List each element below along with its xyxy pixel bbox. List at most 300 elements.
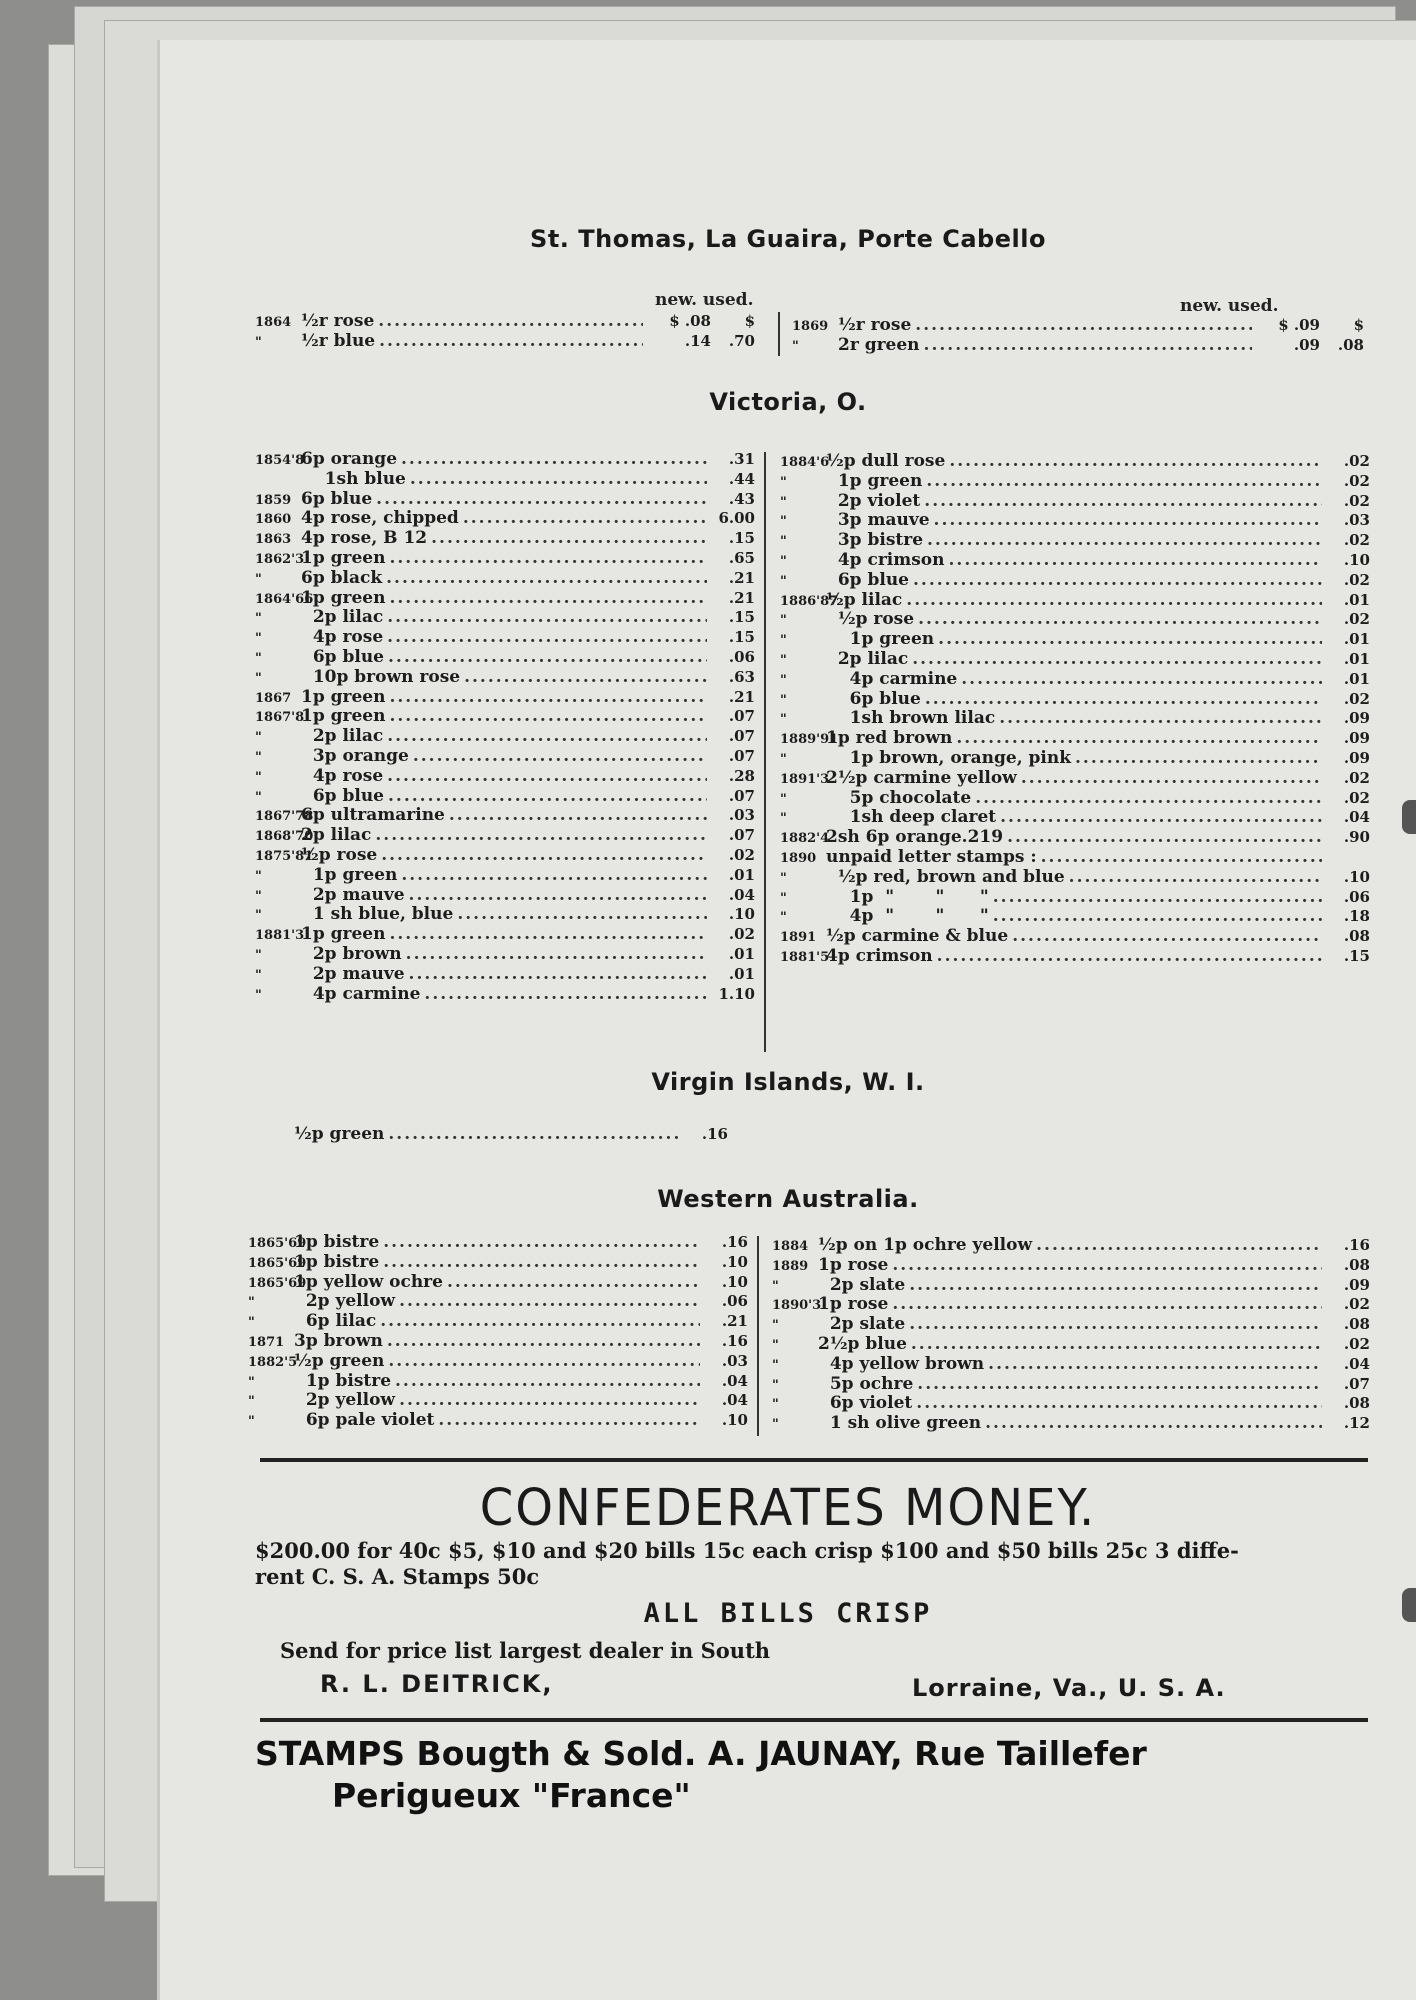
price-row xyxy=(780,591,1370,611)
price-row xyxy=(780,452,1370,472)
issue-year: " xyxy=(780,791,787,807)
price-row xyxy=(248,1125,728,1145)
column-divider xyxy=(764,452,766,1052)
leader-dots xyxy=(1007,828,1322,848)
issue-year: 1860 xyxy=(255,512,292,528)
issue-year: 1854'8 xyxy=(255,453,305,468)
price-row xyxy=(780,868,1370,888)
issue-year: 1882'5 xyxy=(248,1354,298,1370)
leader-dots xyxy=(389,589,707,609)
price-value: .07 xyxy=(728,826,755,845)
stamp-description: 4p rose xyxy=(301,627,384,648)
price-value: .02 xyxy=(1343,531,1370,550)
column-divider xyxy=(778,312,780,356)
stamp-description: 6p pale violet xyxy=(294,1410,435,1431)
stamp-description: 2p lilac xyxy=(301,825,372,846)
leader-dots xyxy=(925,690,1322,710)
leader-dots xyxy=(927,531,1322,551)
section-title-virgin-islands: Virgin Islands, W. I. xyxy=(651,1068,925,1096)
binder-tab xyxy=(1402,1588,1416,1622)
issue-year: " xyxy=(255,334,262,350)
stamp-description: 1 sh olive green xyxy=(818,1413,982,1434)
issue-year: 1869 xyxy=(792,319,829,334)
price-value: .08 xyxy=(1343,1394,1370,1413)
stamp-description: 2p mauve xyxy=(301,884,405,905)
stamp-description: 1p rose xyxy=(818,1254,889,1275)
stamp-description: 3p bistre xyxy=(826,530,924,551)
stamp-description: 6p lilac xyxy=(294,1311,377,1332)
leader-dots xyxy=(988,1355,1322,1375)
price-row xyxy=(780,630,1370,650)
price-value: .10 xyxy=(728,905,755,924)
stamp-description: ½p red, brown and blue xyxy=(826,866,1065,887)
issue-year: 1864'66 xyxy=(255,591,314,607)
price-value: .02 xyxy=(1343,610,1370,629)
stamp-description: 1p green xyxy=(826,470,923,491)
ad-jaunay-line-2: Perigueux "France" xyxy=(332,1776,691,1815)
price-value: .04 xyxy=(721,1371,748,1390)
stamp-description: ½p lilac xyxy=(826,589,903,610)
price-value: .09 xyxy=(1343,1275,1370,1294)
leader-dots xyxy=(1021,769,1322,789)
leader-dots xyxy=(993,907,1322,927)
issue-year: 1881'5 xyxy=(780,949,830,965)
price-row xyxy=(780,709,1370,729)
ad-title-confederates-money: CONFEDERATES MONEY. xyxy=(479,1478,1097,1538)
price-value: .02 xyxy=(1343,1295,1370,1314)
section-title-victoria: Victoria, O. xyxy=(709,388,867,416)
victoria-right-list xyxy=(780,452,1370,967)
column-header-right: new. used. xyxy=(1180,296,1279,316)
issue-year: " xyxy=(780,573,787,589)
leader-dots xyxy=(449,806,707,826)
price-row xyxy=(248,1233,748,1253)
price-value: .10 xyxy=(721,1252,748,1271)
issue-year: " xyxy=(772,1377,779,1393)
price-row xyxy=(255,945,755,965)
leader-dots xyxy=(388,787,707,807)
issue-year: 1891'3 xyxy=(780,771,830,787)
price-value: .15 xyxy=(728,608,755,627)
stamp-description: 10p brown rose xyxy=(301,666,461,687)
price-value: .28 xyxy=(728,766,755,785)
stamp-description: ½p rose xyxy=(301,844,378,865)
price-row xyxy=(248,1411,748,1431)
leader-dots xyxy=(975,789,1322,809)
stamp-description: ½p green xyxy=(294,1124,385,1144)
leader-dots xyxy=(909,1276,1322,1296)
stamp-description: 1p green xyxy=(301,924,386,945)
leader-dots xyxy=(918,610,1322,630)
price-row xyxy=(780,907,1370,927)
stamp-description: 5p chocolate xyxy=(826,787,972,808)
price-value: .07 xyxy=(728,746,755,765)
price-value: .02 xyxy=(1343,452,1370,470)
price-row xyxy=(248,1253,748,1273)
leader-dots xyxy=(985,1414,1322,1434)
stamp-description: 6p blue xyxy=(301,488,373,509)
stamp-description: 1p green xyxy=(301,547,386,568)
stamp-description: 1p green xyxy=(301,864,398,885)
price-row xyxy=(780,551,1370,571)
price-row xyxy=(255,826,755,846)
stamp-description: 1p bistre xyxy=(294,1232,380,1252)
stamp-description: 2sh 6p orange.219 xyxy=(826,827,1004,848)
leader-dots xyxy=(913,571,1322,591)
stamp-description: ½p dull rose xyxy=(826,451,946,471)
price-value: .10 xyxy=(1343,550,1370,569)
price-value: .21 xyxy=(728,588,755,607)
leader-dots xyxy=(378,312,643,332)
leader-dots xyxy=(383,1253,700,1273)
price-value: .02 xyxy=(1343,1334,1370,1353)
price-row xyxy=(248,1372,748,1392)
price-row xyxy=(255,549,755,569)
price-row xyxy=(255,727,755,747)
price-value: .15 xyxy=(728,628,755,647)
issue-year: 1881'3 xyxy=(255,928,305,944)
price-row xyxy=(780,571,1370,591)
stamp-description: ½r blue xyxy=(301,330,376,351)
price-row xyxy=(780,690,1370,710)
issue-year: " xyxy=(780,890,787,906)
price-value: .07 xyxy=(728,786,755,805)
stamp-description: 1p yellow ochre xyxy=(294,1271,443,1292)
leader-dots xyxy=(911,1335,1322,1355)
issue-year: 1884 xyxy=(772,1239,809,1254)
leader-dots xyxy=(401,866,707,886)
stamp-description: ½r rose xyxy=(838,315,912,335)
stamp-description: 1p bistre xyxy=(294,1251,380,1272)
leader-dots xyxy=(379,332,643,352)
price-row xyxy=(255,767,755,787)
leader-dots xyxy=(424,985,707,1005)
price-value: .90 xyxy=(1343,828,1370,847)
ad-text-line-3: Send for price list largest dealer in South xyxy=(280,1638,771,1663)
price-row xyxy=(248,1391,748,1411)
price-value: .04 xyxy=(1343,808,1370,827)
price-row xyxy=(772,1295,1370,1315)
price-value: .01 xyxy=(728,944,755,963)
price-value: .01 xyxy=(728,964,755,983)
leader-dots xyxy=(917,1375,1322,1395)
stamp-description: 4p crimson xyxy=(826,945,933,966)
leader-dots xyxy=(1000,808,1322,828)
issue-year: " xyxy=(772,1278,779,1294)
price-row xyxy=(780,888,1370,908)
price-row xyxy=(780,511,1370,531)
price-row xyxy=(780,769,1370,789)
price-row xyxy=(255,846,755,866)
stamp-description: 6p blue xyxy=(826,569,909,590)
stamp-description: 3p brown xyxy=(294,1330,383,1351)
price-value: .02 xyxy=(1343,768,1370,787)
price-row xyxy=(780,610,1370,630)
stamp-description: 2p mauve xyxy=(301,963,405,984)
stamp-description: 1p green xyxy=(301,686,386,707)
price-row xyxy=(780,947,1370,967)
price-value: .21 xyxy=(721,1312,748,1331)
issue-year: 1863 xyxy=(255,532,292,548)
stamp-description: 1p green xyxy=(301,587,386,608)
column-header-left: new. used. xyxy=(655,290,754,310)
issue-year: 1875'81 xyxy=(255,848,314,864)
western-australia-right-list xyxy=(772,1236,1370,1434)
issue-year: " xyxy=(780,672,787,688)
stamp-description: 2p slate xyxy=(818,1274,906,1295)
issue-year: " xyxy=(780,553,787,569)
stamp-description: 2p slate xyxy=(818,1314,906,1335)
issue-year: " xyxy=(780,633,787,649)
price-value: .04 xyxy=(728,885,755,904)
price-used: .70 xyxy=(728,331,755,350)
leader-dots xyxy=(993,888,1322,908)
price-value: .15 xyxy=(728,529,755,548)
issue-year: 1884'6 xyxy=(780,455,830,470)
price-value: .63 xyxy=(728,667,755,686)
price-value: .02 xyxy=(1343,570,1370,589)
price-value: .06 xyxy=(728,647,755,666)
price-value: .09 xyxy=(1343,748,1370,767)
price-row xyxy=(792,336,1364,356)
price-row xyxy=(255,787,755,807)
price-row xyxy=(780,808,1370,828)
stamp-description: 2r green xyxy=(838,334,920,355)
issue-year: " xyxy=(255,908,262,924)
issue-year: " xyxy=(248,1414,255,1430)
price-value: .16 xyxy=(721,1331,748,1350)
price-row xyxy=(255,985,755,1005)
section-title-st-thomas: St. Thomas, La Guaira, Porte Cabello xyxy=(530,225,1046,253)
issue-year: 1868'70 xyxy=(255,829,314,845)
price-row xyxy=(248,1273,748,1293)
issue-year: 1864 xyxy=(255,315,292,330)
issue-year: " xyxy=(780,910,787,926)
leader-dots xyxy=(376,490,707,510)
leader-dots xyxy=(892,1256,1322,1276)
price-value: .21 xyxy=(728,687,755,706)
issue-year: 1889 xyxy=(772,1258,809,1274)
price-row xyxy=(255,332,755,352)
stamp-description: 1p brown, orange, pink xyxy=(826,747,1072,768)
issue-year: " xyxy=(780,474,787,490)
leader-dots xyxy=(937,947,1322,967)
stamp-description: unpaid letter stamps : xyxy=(826,846,1037,867)
leader-dots xyxy=(438,1411,700,1431)
issue-year: " xyxy=(248,1374,255,1390)
stamp-description: 5p ochre xyxy=(818,1373,914,1394)
price-row xyxy=(772,1256,1370,1276)
price-row xyxy=(248,1292,748,1312)
stamp-description: 6p blue xyxy=(826,688,921,709)
issue-year: " xyxy=(780,652,787,668)
issue-year: " xyxy=(255,888,262,904)
price-value: .01 xyxy=(1343,669,1370,688)
issue-year: " xyxy=(780,712,787,728)
ad-rule-bottom xyxy=(260,1718,1368,1722)
leader-dots xyxy=(406,945,707,965)
stamp-description: 2p yellow xyxy=(294,1390,396,1411)
issue-year: 1889'91 xyxy=(780,732,839,748)
price-value: .01 xyxy=(728,865,755,884)
price-value: .03 xyxy=(1343,511,1370,530)
stamp-description: 6p black xyxy=(301,567,383,588)
price-value: .03 xyxy=(728,806,755,825)
leader-dots xyxy=(386,569,707,589)
stamp-description: 6p blue xyxy=(301,646,384,667)
price-value: .02 xyxy=(728,925,755,944)
price-row xyxy=(780,927,1370,947)
price-value: .07 xyxy=(1343,1374,1370,1393)
leader-dots xyxy=(961,670,1322,690)
leader-dots xyxy=(906,591,1322,611)
issue-year: " xyxy=(780,870,787,886)
stamp-description: 4p carmine xyxy=(826,668,958,689)
leader-dots xyxy=(924,492,1322,512)
stamp-description: 6p orange xyxy=(301,449,398,469)
ad-rule-top xyxy=(260,1458,1368,1462)
price-value: .44 xyxy=(728,469,755,488)
price-value: .16 xyxy=(721,1233,748,1251)
virgin-islands-list xyxy=(248,1125,728,1145)
price-value: .43 xyxy=(728,489,755,508)
price-row xyxy=(772,1236,1370,1256)
ad-text-line-2: rent C. S. A. Stamps 50c xyxy=(255,1564,540,1589)
price-used: $ xyxy=(1353,316,1364,334)
leader-dots xyxy=(926,472,1322,492)
leader-dots xyxy=(892,1295,1322,1315)
leader-dots xyxy=(463,509,707,529)
issue-year: " xyxy=(255,650,262,666)
stamp-description: 3p mauve xyxy=(826,510,930,531)
stamp-description: 1p green xyxy=(826,629,935,650)
price-used: .08 xyxy=(1337,335,1364,354)
issue-year: " xyxy=(255,868,262,884)
stamp-description: 4p rose xyxy=(301,765,384,786)
price-row xyxy=(780,472,1370,492)
price-value: .15 xyxy=(1343,946,1370,965)
price-new: $ .09 xyxy=(1278,316,1320,334)
issue-year: 1867'78 xyxy=(255,809,314,825)
price-row xyxy=(255,589,755,609)
ad-jaunay-line-1: STAMPS Bougth & Sold. A. JAUNAY, Rue Taillefer xyxy=(255,1734,1147,1773)
western-australia-left-list xyxy=(248,1233,748,1431)
st-thomas-left-list xyxy=(255,312,755,352)
issue-year: 1891 xyxy=(780,930,817,946)
price-value: .07 xyxy=(728,727,755,746)
catalogue-page xyxy=(160,40,1416,2000)
stamp-description: 1 sh blue, blue xyxy=(301,904,454,925)
price-row xyxy=(255,866,755,886)
price-row xyxy=(255,747,755,767)
issue-year: 1886'87 xyxy=(780,593,839,609)
leader-dots xyxy=(399,1292,700,1312)
stamp-description: 3p orange xyxy=(301,745,409,766)
stamp-description: 6p ultramarine xyxy=(301,805,445,826)
price-row xyxy=(772,1276,1370,1296)
issue-year: 1865'69 xyxy=(248,1236,307,1251)
leader-dots xyxy=(409,965,707,985)
leader-dots xyxy=(413,747,707,767)
leader-dots xyxy=(909,1315,1322,1335)
price-row xyxy=(780,531,1370,551)
leader-dots xyxy=(447,1273,700,1293)
leader-dots xyxy=(387,628,707,648)
price-row xyxy=(772,1355,1370,1375)
price-row xyxy=(255,688,755,708)
leader-dots xyxy=(388,648,707,668)
price-value: .09 xyxy=(1343,729,1370,748)
price-value: .10 xyxy=(721,1411,748,1430)
price-value: .03 xyxy=(721,1351,748,1370)
price-value: .12 xyxy=(1343,1414,1370,1433)
issue-year: 1882'4 xyxy=(780,831,830,847)
price-row xyxy=(255,529,755,549)
leader-dots xyxy=(381,846,707,866)
price-row xyxy=(255,509,755,529)
price-value: .16 xyxy=(701,1125,728,1143)
price-value: .04 xyxy=(721,1391,748,1410)
price-row xyxy=(248,1332,748,1352)
leader-dots xyxy=(410,470,707,490)
issue-year: 1859 xyxy=(255,492,292,508)
price-row xyxy=(780,729,1370,749)
leader-dots xyxy=(916,1394,1322,1414)
leader-dots xyxy=(388,1352,700,1372)
leader-dots xyxy=(401,450,707,470)
issue-year: " xyxy=(255,789,262,805)
issue-year: " xyxy=(248,1295,255,1311)
issue-year: " xyxy=(780,534,787,550)
stamp-description: 2p violet xyxy=(826,490,921,511)
stamp-description: ½p carmine & blue xyxy=(826,926,1009,947)
stamp-description: 2½p carmine yellow xyxy=(826,767,1017,788)
leader-dots xyxy=(375,826,707,846)
issue-year: " xyxy=(780,494,787,510)
price-value: .08 xyxy=(1343,927,1370,946)
stamp-description: 4p rose, B 12 xyxy=(301,528,428,549)
binder-tab xyxy=(1402,800,1416,834)
stamp-description: ½p green xyxy=(294,1350,385,1371)
price-value: .01 xyxy=(1343,649,1370,668)
price-row xyxy=(772,1335,1370,1355)
price-row xyxy=(255,312,755,332)
ad-text-line-1: $200.00 for 40c $5, $10 and $20 bills 15c each crisp $100 and $50 bills 25c 3 diffe- xyxy=(255,1538,1239,1563)
stamp-description: 1p green xyxy=(301,706,386,727)
price-row xyxy=(792,316,1364,336)
price-value: 6.00 xyxy=(718,509,755,528)
stamp-description: 2p brown xyxy=(301,943,402,964)
price-value: .06 xyxy=(721,1292,748,1311)
leader-dots xyxy=(924,336,1252,356)
issue-year: " xyxy=(780,514,787,530)
price-row xyxy=(255,905,755,925)
price-value: .16 xyxy=(1343,1236,1370,1254)
issue-year: " xyxy=(792,338,799,354)
price-row xyxy=(248,1312,748,1332)
leader-dots xyxy=(409,886,707,906)
price-row xyxy=(772,1375,1370,1395)
price-row xyxy=(255,608,755,628)
leader-dots xyxy=(912,650,1322,670)
stamp-description: 4p " " " xyxy=(826,906,989,927)
stamp-description: 2p yellow xyxy=(294,1291,396,1312)
issue-year: " xyxy=(255,631,262,647)
price-row xyxy=(780,828,1370,848)
price-row xyxy=(255,925,755,945)
leader-dots xyxy=(1041,848,1322,868)
price-row xyxy=(255,886,755,906)
